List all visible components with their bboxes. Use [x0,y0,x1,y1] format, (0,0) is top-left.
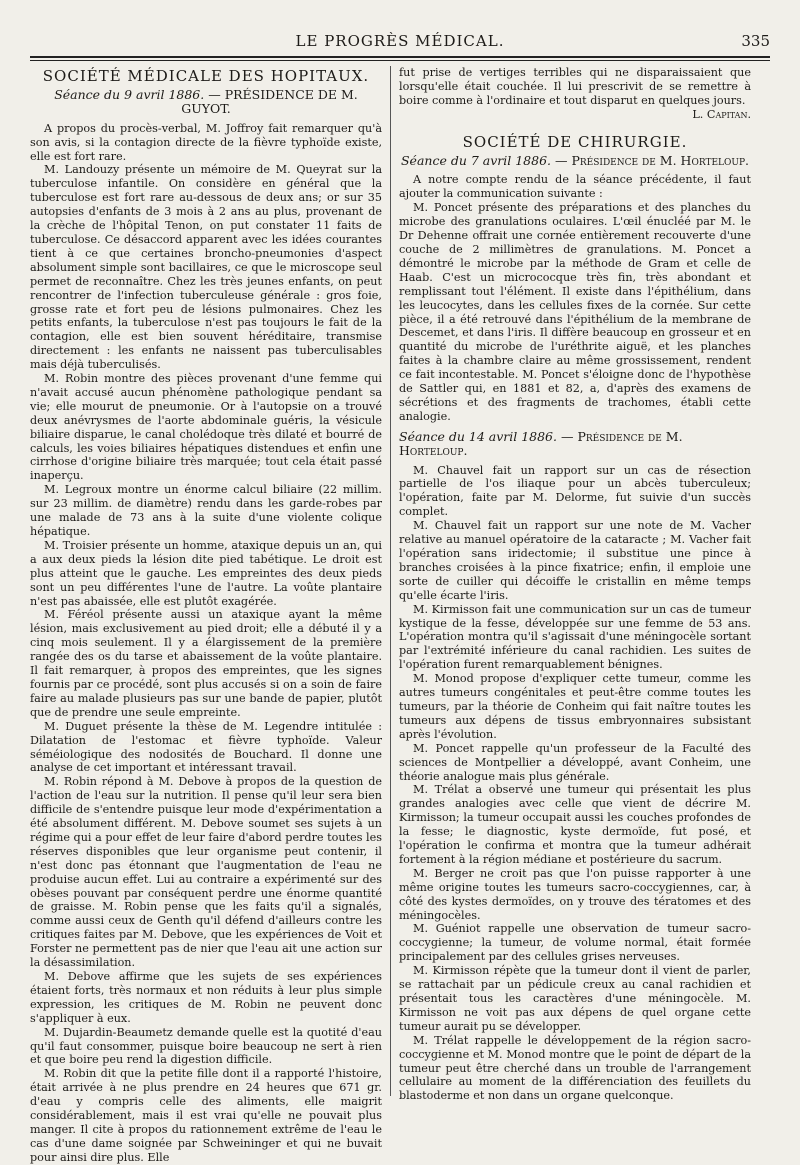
session-date: Séance du 9 avril 1886. [54,86,205,102]
session-line [399,430,751,458]
paragraph: M. Poncet rappelle qu'un professeur de la Faculté des sciences de Montpellier a développé, avant Conheim, une théorie analogue mais plus générale. [399,741,751,783]
session-date: Séance du 14 avril 1886. [399,428,557,444]
paragraph: M. Trélat rappelle le développement de la région sacro-coccygienne et M. Monod montre que le point de départ de la tumeur peut être cherché dans un trouble de l'arrangement cellulaire au moment de la différenciation des feuillets du blastoderme et non dans un organe quelconque. [399,1033,751,1103]
paragraph: M. Chauvel fait un rapport sur un cas de résection partielle de l'os iliaque pour un abcès tuberculeux; l'opération, faite par M. Delorme, fut suivie d'un succès complet. [399,463,751,519]
session-date: Séance du 7 avril 1886. [400,152,552,168]
paragraph: M. Trélat a observé une tumeur qui présentait les plus grandes analogies avec celle que vient de décrire M. Kirmisson; la tumeur occupait aussi les couches profondes de la fesse; le diagnostic, kyste dermoïde, fut posé, et l'opération le confirma et montra que la tumeur adhérait fortement à la région médiane et postérieure du sacrum. [399,783,751,866]
paragraph: M. Landouzy présente un mémoire de M. Queyrat sur la tuberculose infantile. On considère en général que la tuberculose est fort rare au-dessous de deux ans; or sur 35 autopsies d'enfants de 3 mois à 2 ans au plus, provenant de la crèche de l'hôpital Tenon, on put constater 11 faits de tuberculose. Ce désaccord apparent avec les idées courantes tient à ce que certaines broncho-pneumonies d'aspect absolument simple sont bacillaires, ce que le microscope seul permet de reconnaître. Chez les très jeunes enfants, on peut rencontrer de l'infection tuberculeuse générale : gros foie, grosse rate et fort peu de lésions pulmonaires. Chez les petits enfants, la tuberculose n'est pas toujours le fait de la contagion, elle est bien souvent héréditaire, transmise directement : les enfants ne naissent pas tuberculisables mais déjà tuberculisés. [30,163,382,372]
left-column [30,66,382,1164]
paragraph: M. Robin dit que la petite fille dont il a rapporté l'histoire, était arrivée à ne plus prendre en 24 heures que 671 gr. d'eau y compris celle des aliments, elle maigrit considérablement, mais il est vrai qu'elle ne pouvait plus manger. Il cite à propos du rationnement extrême de l'eau le cas d'une dame soignée par Schweininger et qui ne buvait pour ainsi dire plus. Elle [30,1067,382,1164]
paragraph: M. Poncet présente des préparations et des planches du microbe des granulations oculaires. L'œil énucléé par M. le Dr Dehenne offrait une cornée entièrement recouverte d'une couche de 2 millimètres de granulations. M. Poncet a démontré le microbe par la méthode de Gram et celle de Haab. C'est un micrococque très fin, très abondant et remplissant tout l'élément. Il existe dans l'épithélium, dans les leucocytes, dans les cellules fixes de la cornée. Sur cette pièce, il a été retrouvé dans l'épithélium de la membrane de Descemet, et dans l'iris. Il diffère beaucoup en grosseur et en quantité du microbe de l'uréthrite aiguë, et les planches faites à la chambre claire au même grossissement, rendent ce fait incontestable. M. Poncet s'éloigne donc de l'hypothèse de Sattler qui, en 1881 et 82, a, d'après des examens de sécrétions et des fragments de trachomes, établi cette analogie. [399,201,751,423]
paragraph: M. Duguet présente la thèse de M. Legendre intitulée : Dilatation de l'estomac et fièvre typhoïde. Valeur séméiologique des nodosités de Bouchard. Il donne une analyse de cet important et intéressant travail. [30,719,382,775]
paragraph: A propos du procès-verbal, M. Joffroy fait remarquer qu'à son avis, si la contagion directe de la fièvre typhoïde existe, elle est fort rare. [30,121,382,163]
session-line [30,88,382,116]
paragraph: M. Chauvel fait un rapport sur une note de M. Vacher relative au manuel opératoire de la cataracte ; M. Vacher fait l'opération sans iridectomie; il substitue une pince à branches croisées à la pince fixatrice; enfin, il emploie une sorte de cuiller qui décoiffe le cristallin en même temps qu'elle écarte l'iris. [399,519,751,602]
section-heading-hopitaux: SOCIÉTÉ MÉDICALE DES HOPITAUX. [42,67,370,85]
paragraph: M. Monod propose d'expliquer cette tumeur, comme les autres tumeurs congénitales et peut-être comme toutes les tumeurs, par la théorie de Conheim qui fait naître toutes les tumeurs aux dépens de tissus embryonnaires subsistant après l'évolution. [399,672,751,741]
page-number: 335 [741,32,770,50]
header-rule [30,56,770,61]
section-heading-chirurgie: SOCIÉTÉ DE CHIRURGIE. [462,132,688,151]
paragraph: M. Kirmisson fait une communication sur un cas de tumeur kystique de la fesse, développée sur une femme de 53 ans. L'opération montra qu'il s'agissait d'une méningocèle sortant par l'extrémité inférieure du canal rachidien. Les suites de l'opération furent remarquablement bénignes. [399,602,751,672]
paragraph: M. Robin montre des pièces provenant d'une femme qui n'avait accusé aucun phénomène pathologique pendant sa vie; elle mourut de pneumonie. Or à l'autopsie on a trouvé deux anévrysmes de l'aorte abdominale guéris, la vésicule biliaire disparue, le canal cholédoque très dilaté et bourré de calculs, les voies biliaires hépatiques distendues et enfin une cirrhose d'origine biliaire très marquée; tout cela était passé inaperçu. [30,372,382,483]
paragraph: M. Féréol présente aussi un ataxique ayant la même lésion, mais exclusivement au pied droit; elle a débuté il y a cinq mois seulement. Il y a élargissement de la première rangée des os du tarse et abaissement de la voûte plantaire. Il fait remarquer, à propos des empreintes, que les signes fournis par ce procédé, sont plus accusés si on a soin de faire faire au malade plusieurs pas sur une bande de papier, plutôt que de prendre une seule empreinte. [30,608,382,719]
column-divider [390,66,391,1096]
paragraph: A notre compte rendu de la séance précédente, il faut ajouter la communication suivante : [399,173,751,201]
running-head [30,30,770,52]
session-presidence: — PRÉSIDENCE DE M. GUYOT. [181,86,358,116]
paragraph: M. Kirmisson répète que la tumeur dont il vient de parler, se rattachait par un pédicule creux au canal rachidien et présentait tous les caractères d'une méningocèle. M. Kirmisson ne voit pas aux dépens de quel organe cette tumeur aurait pu se développer. [399,964,751,1033]
right-column [399,66,751,1103]
session-presidence: — Présidence de M. Horteloup. [555,152,749,168]
journal-title: LE PROGRÈS MÉDICAL. [295,32,505,50]
paragraph: M. Legroux montre un énorme calcul biliaire (22 millim. sur 23 millim. de diamètre) rendu dans les garde-robes par une malade de 73 ans à la suite d'une violente colique hépatique. [30,483,382,538]
paragraph-continuation: fut prise de vertiges terribles qui ne disparaissaient que lorsqu'elle était couchée. Il lui prescrivit de se remettre à boire comme à l'ordinaire et tout disparut en quelques jours. [399,66,751,107]
paragraph: M. Troisier présente un homme, ataxique depuis un an, qui a aux deux pieds la lésion dite pied tabétique. Le droit est plus atteint que le gauche. Les empreintes des deux pieds sont un peu différentes l'une de l'autre. La voûte plantaire n'est pas abaissée, elle est plutôt exagérée. [30,538,382,608]
paragraph: M. Debove affirme que les sujets de ses expériences étaient forts, très normaux et non réduits à leur plus simple expression, les critiques de M. Robin ne peuvent donc s'appliquer à eux. [30,970,382,1025]
author-signature: L. Capitan. [692,107,751,121]
session-line [399,154,751,168]
paragraph: M. Berger ne croit pas que l'on puisse rapporter à une même origine toutes les tumeurs sacro-coccygiennes, car, à côté des kystes dermoïdes, on y trouve des tératomes et des méningocèles. [399,866,751,922]
session-presidence: — Présidence de M. Horteloup. [399,428,683,458]
paragraph: M. Guéniot rappelle une observation de tumeur sacro-coccygienne; la tumeur, de volume normal, était formée principalement par des cellules grises nerveuses. [399,922,751,964]
paragraph: M. Dujardin-Beaumetz demande quelle est la quotité d'eau qu'il faut consommer, puisque boire beaucoup ne sert à rien et que boire peu rend la digestion difficile. [30,1025,382,1067]
paragraph: M. Robin répond à M. Debove à propos de la question de l'action de l'eau sur la nutrition. Il pense qu'il leur sera bien difficile de s'entendre puisque leur mode d'expérimentation a été absolument différent. M. Debove soumet ses sujets à un régime qui a pour effet de leur faire d'abord perdre toutes les réserves disponibles que leur organisme peut contenir, il n'est donc pas étonnant que l'augmentation de l'eau ne produise aucun effet. Lui au contraire a expérimenté sur des obèses pouvant par conséquent perdre une énorme quantité de graisse. M. Robin pense que les faits qu'il a signalés, comme aussi ceux de Genth qu'il défend d'ailleurs contre les critiques faites par M. Debove, que les expériences de Voit et Forster ne permettent pas de nier que l'eau ait une action sur la désassimilation. [30,775,382,970]
